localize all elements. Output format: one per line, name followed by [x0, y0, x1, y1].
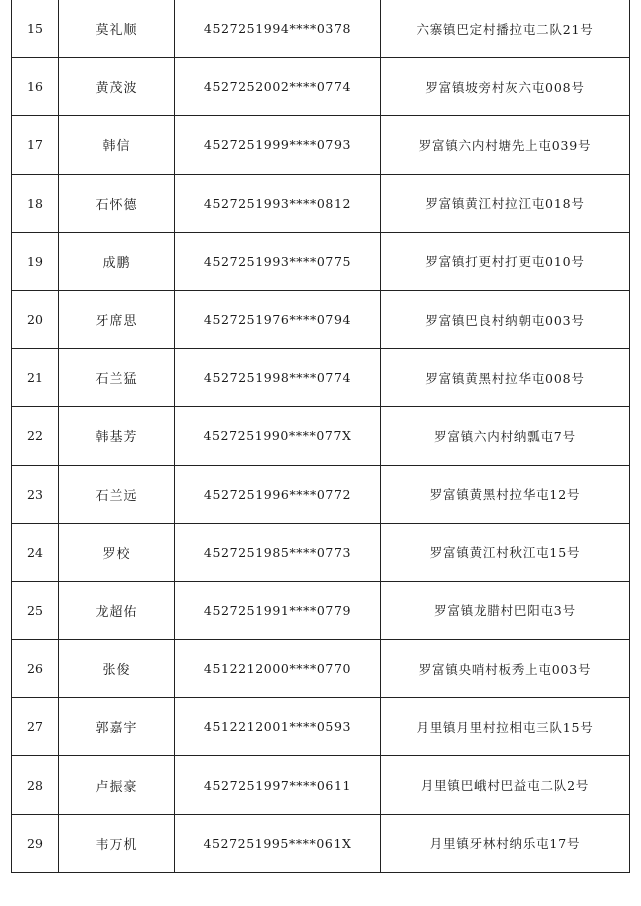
row-number-cell: 19 [12, 232, 59, 290]
address-cell: 罗富镇六内村纳瓢屯7号 [381, 407, 630, 465]
table-row [12, 465, 630, 523]
table-row [12, 0, 630, 58]
id-number-cell: 4527251993****0812 [175, 174, 381, 232]
name-cell: 龙超佑 [59, 581, 175, 639]
personnel-table [11, 0, 630, 873]
row-number-cell: 29 [12, 814, 59, 872]
row-number-cell: 21 [12, 349, 59, 407]
row-number-cell: 15 [12, 0, 59, 58]
table-row [12, 640, 630, 698]
table-row [12, 814, 630, 872]
address-cell: 罗富镇打更村打更屯010号 [381, 232, 630, 290]
name-cell: 韩基芳 [59, 407, 175, 465]
table-row [12, 523, 630, 581]
address-cell: 罗富镇黄黑村拉华屯12号 [381, 465, 630, 523]
name-cell: 成鹏 [59, 232, 175, 290]
row-number-cell: 24 [12, 523, 59, 581]
row-number-cell: 16 [12, 58, 59, 116]
name-cell: 卢振豪 [59, 756, 175, 814]
address-cell: 罗富镇黄江村拉江屯018号 [381, 174, 630, 232]
name-cell: 石兰远 [59, 465, 175, 523]
id-number-cell: 4527251995****061X [175, 814, 381, 872]
id-number-cell: 4527251993****0775 [175, 232, 381, 290]
address-cell: 罗富镇黄黑村拉华屯008号 [381, 349, 630, 407]
name-cell: 黄茂波 [59, 58, 175, 116]
table-row [12, 698, 630, 756]
id-number-cell: 4527251999****0793 [175, 116, 381, 174]
id-number-cell: 4527251994****0378 [175, 0, 381, 58]
table-row [12, 58, 630, 116]
row-number-cell: 25 [12, 581, 59, 639]
table-row [12, 290, 630, 348]
address-cell: 罗富镇龙腊村巴阳屯3号 [381, 581, 630, 639]
address-cell: 罗富镇央哨村板秀上屯003号 [381, 640, 630, 698]
name-cell: 张俊 [59, 640, 175, 698]
row-number-cell: 18 [12, 174, 59, 232]
address-cell: 罗富镇坡旁村灰六屯008号 [381, 58, 630, 116]
address-cell: 月里镇月里村拉相屯三队15号 [381, 698, 630, 756]
table-row [12, 116, 630, 174]
table-row [12, 174, 630, 232]
id-number-cell: 4512212001****0593 [175, 698, 381, 756]
row-number-cell: 20 [12, 290, 59, 348]
id-number-cell: 4527251976****0794 [175, 290, 381, 348]
table-row [12, 407, 630, 465]
id-number-cell: 4527251997****0611 [175, 756, 381, 814]
name-cell: 莫礼顺 [59, 0, 175, 58]
address-cell: 罗富镇巴良村纳朝屯003号 [381, 290, 630, 348]
name-cell: 韦万机 [59, 814, 175, 872]
address-cell: 罗富镇黄江村秋江屯15号 [381, 523, 630, 581]
table-row [12, 756, 630, 814]
row-number-cell: 27 [12, 698, 59, 756]
name-cell: 牙席思 [59, 290, 175, 348]
address-cell: 月里镇牙林村纳乐屯17号 [381, 814, 630, 872]
table-row [12, 581, 630, 639]
id-number-cell: 4512212000****0770 [175, 640, 381, 698]
id-number-cell: 4527251985****0773 [175, 523, 381, 581]
id-number-cell: 4527251991****0779 [175, 581, 381, 639]
table-row [12, 349, 630, 407]
name-cell: 石怀德 [59, 174, 175, 232]
address-cell: 罗富镇六内村塘先上屯039号 [381, 116, 630, 174]
row-number-cell: 26 [12, 640, 59, 698]
name-cell: 石兰猛 [59, 349, 175, 407]
row-number-cell: 28 [12, 756, 59, 814]
id-number-cell: 4527251996****0772 [175, 465, 381, 523]
id-number-cell: 4527251990****077X [175, 407, 381, 465]
address-cell: 六寨镇巴定村播拉屯二队21号 [381, 0, 630, 58]
name-cell: 罗校 [59, 523, 175, 581]
address-cell: 月里镇巴峨村巴益屯二队2号 [381, 756, 630, 814]
row-number-cell: 22 [12, 407, 59, 465]
personnel-table-body [12, 0, 630, 872]
id-number-cell: 4527252002****0774 [175, 58, 381, 116]
row-number-cell: 23 [12, 465, 59, 523]
name-cell: 郭嘉宇 [59, 698, 175, 756]
row-number-cell: 17 [12, 116, 59, 174]
name-cell: 韩信 [59, 116, 175, 174]
table-row [12, 232, 630, 290]
id-number-cell: 4527251998****0774 [175, 349, 381, 407]
